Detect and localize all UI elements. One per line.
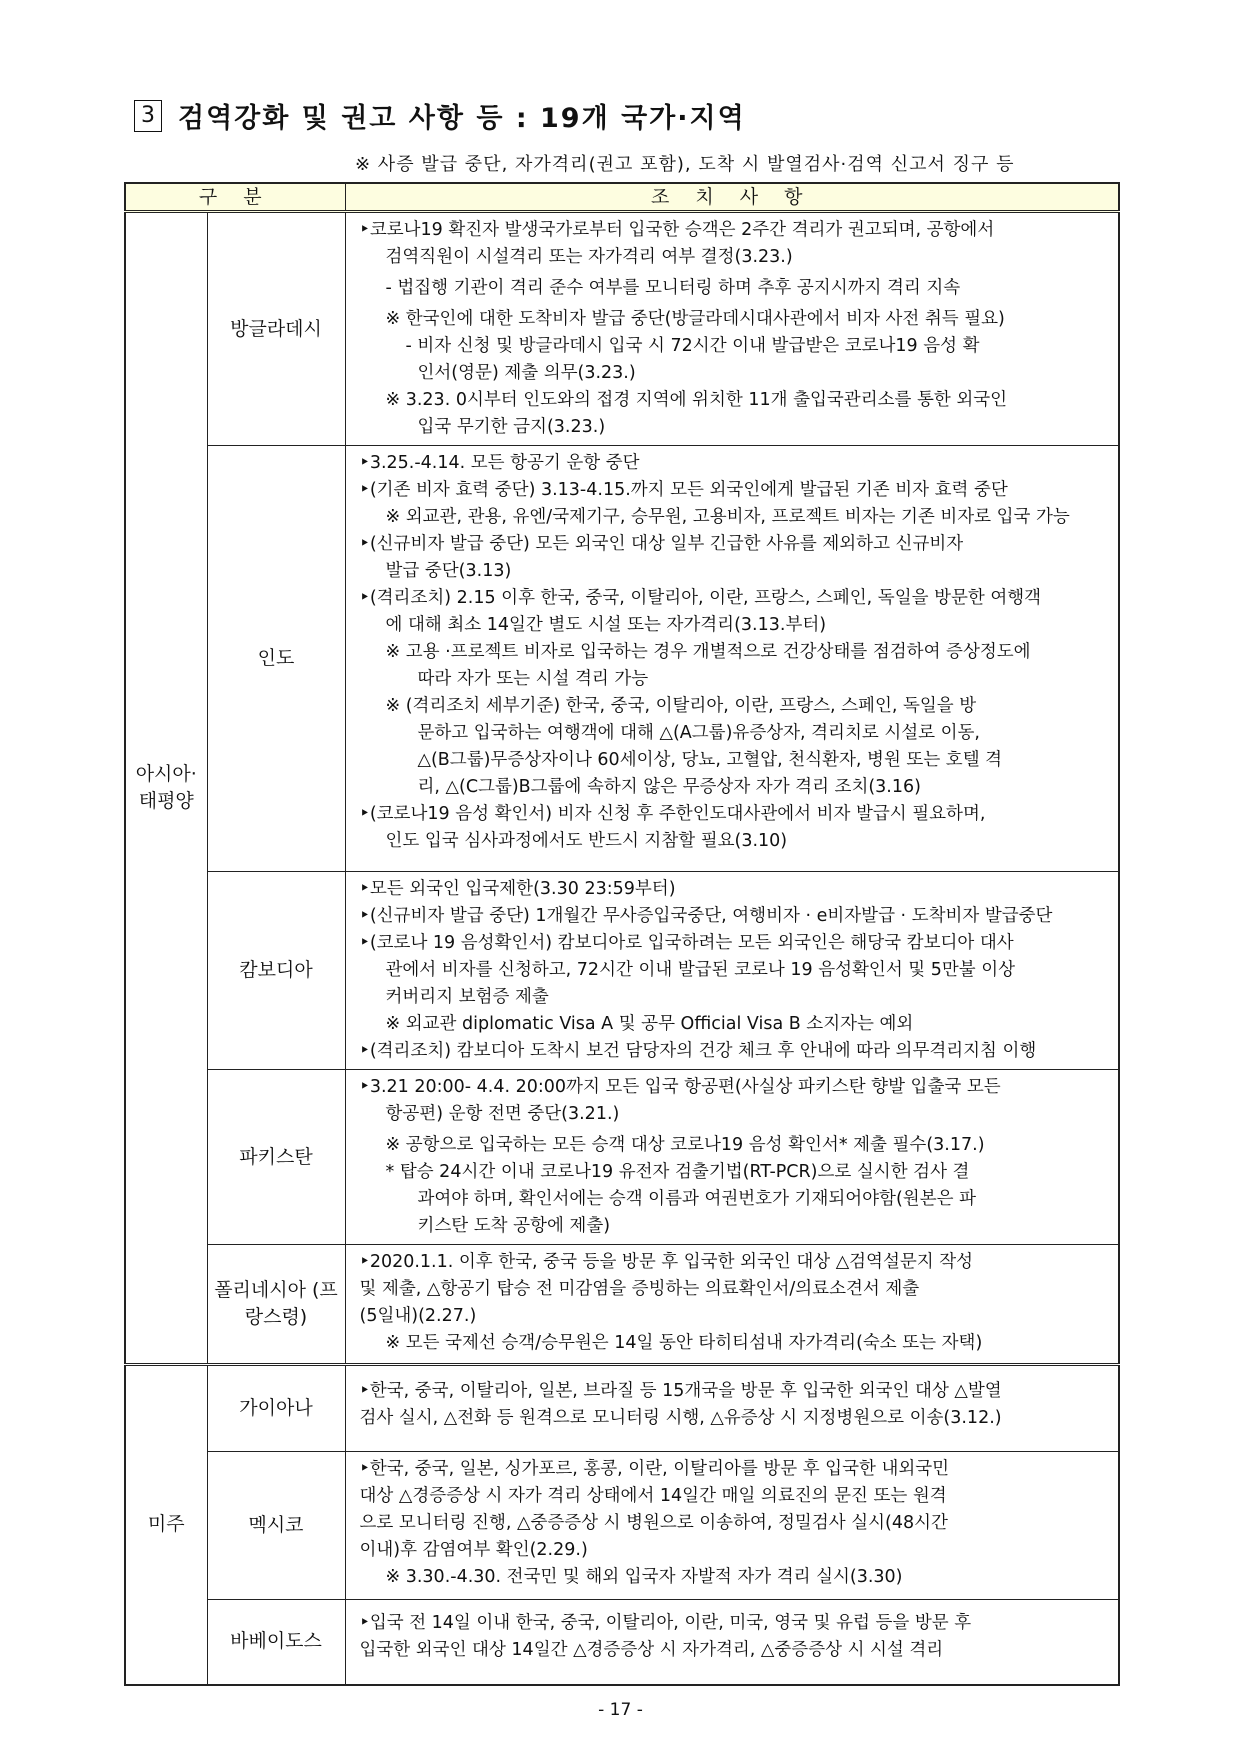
measures-mexico: [345, 1452, 1119, 1600]
header-measures: 조 치 사 항: [345, 183, 1119, 212]
measure-line: ※ 외교관, 관용, 유엔/국제기구, 승무원, 고용비자, 프로젝트 비자는 기존 비자로 입국 가능: [385, 507, 1070, 527]
measures-guyana: [345, 1365, 1119, 1452]
measure-line: ‣(코로나19 음성 확인서) 비자 신청 후 주한인도대사관에서 비자 발급시 필요하며,: [359, 804, 986, 824]
measure-line: 발급 중단(3.13): [385, 561, 512, 581]
country-polynesia: 폴리네시아 (프랑스령): [207, 1245, 345, 1365]
region-asia-pacific: 아시아· 태평양: [125, 212, 207, 1365]
measure-line: 인서(영문) 제출 의무(3.23.): [417, 363, 636, 383]
measure-line: ‣모든 외국인 입국제한(3.30 23:59부터): [359, 879, 676, 899]
measure-line: ‣코로나19 확진자 발생국가로부터 입국한 승객은 2주간 격리가 권고되며, 공항에서: [359, 220, 995, 240]
measure-line: ‣(신규비자 발급 중단) 모든 외국인 대상 일부 긴급한 사유를 제외하고 신규비자: [359, 534, 964, 554]
measures-polynesia: [345, 1245, 1119, 1365]
measure-line: 문하고 입국하는 여행객에 대해 △(A그룹)유증상자, 격리치로 시설로 이동,: [417, 723, 980, 743]
measure-line: 리, △(C그룹)B그룹에 속하지 않은 무증상자 자가 격리 조치(3.16): [417, 777, 921, 797]
country-guyana: 가이아나: [207, 1365, 345, 1452]
measure-line: ‣3.25.-4.14. 모든 항공기 운항 중단: [359, 453, 640, 473]
measure-line: 따라 자가 또는 시설 격리 가능: [417, 669, 649, 689]
measure-line: △(B그룹)무증상자이나 60세이상, 당뇨, 고혈압, 천식환자, 병원 또는 호텔 격: [417, 750, 1003, 770]
measure-line: 인도 입국 심사과정에서도 반드시 지참할 필요(3.10): [385, 831, 788, 851]
measure-line: 항공편) 운항 전면 중단(3.21.): [385, 1104, 620, 1124]
measure-line: 으로 모니터링 진행, △중증증상 시 병원으로 이송하여, 정밀검사 실시(48시간: [359, 1513, 948, 1533]
measures-pakistan: [345, 1070, 1119, 1245]
measure-line: - 비자 신청 및 방글라데시 입국 시 72시간 이내 발급받은 코로나19 음성 확: [405, 336, 980, 356]
country-barbados: 바베이도스: [207, 1600, 345, 1685]
measure-line: (5일내)(2.27.): [359, 1306, 477, 1326]
country-india: 인도: [207, 446, 345, 872]
measure-line: ※ 한국인에 대한 도착비자 발급 중단(방글라데시대사관에서 비자 사전 취득 필요): [385, 309, 1005, 329]
measure-line: 입국 무기한 금지(3.23.): [417, 417, 606, 437]
measure-line: ※ 외교관 diplomatic Visa A 및 공무 Official Visa B 소지자는 예외: [385, 1014, 914, 1034]
measure-line: ※ 고용 ·프로젝트 비자로 입국하는 경우 개별적으로 건강상태를 점검하여 증상정도에: [385, 642, 1031, 662]
country-mexico: 멕시코: [207, 1452, 345, 1600]
measures-bangladesh: [345, 212, 1119, 446]
country-cambodia: 캄보디아: [207, 872, 345, 1070]
measure-line: ※ 3.23. 0시부터 인도와의 접경 지역에 위치한 11개 출입국관리소를 통한 외국인: [385, 390, 1008, 410]
measure-line: 에 대해 최소 14일간 별도 시설 또는 자가격리(3.13.부터): [385, 615, 827, 635]
measure-line: 및 제출, △항공기 탑승 전 미감염을 증빙하는 의료확인서/의료소견서 제출: [359, 1279, 920, 1299]
measure-line: ‣(기존 비자 효력 중단) 3.13-4.15.까지 모든 외국인에게 발급된 기존 비자 효력 중단: [359, 480, 1008, 500]
measure-line: ‣3.21 20:00- 4.4. 20:00까지 모든 입국 항공편(사실상 파키스탄 향발 입출국 모든: [359, 1077, 1001, 1097]
section-title: [134, 96, 746, 135]
measure-line: ※ 공항으로 입국하는 모든 승객 대상 코로나19 음성 확인서* 제출 필수(3.17.): [385, 1135, 985, 1155]
measure-line: 대상 △경증증상 시 자가 격리 상태에서 14일간 매일 의료진의 문진 또는 원격: [359, 1486, 947, 1506]
measures-table: [124, 182, 1120, 1686]
country-pakistan: 파키스탄: [207, 1070, 345, 1245]
measure-line: ‣(신규비자 발급 중단) 1개월간 무사증입국중단, 여행비자 · e비자발급 · 도착비자 발급중단: [359, 906, 1053, 926]
measure-line: ※ 모든 국제선 승객/승무원은 14일 동안 타히티섬내 자가격리(숙소 또는 자택): [385, 1333, 983, 1353]
measure-line: 키스탄 도착 공항에 제출): [417, 1216, 611, 1236]
measure-line: 입국한 외국인 대상 14일간 △경증증상 시 자가격리, △중증증상 시 시설 격리: [359, 1640, 944, 1660]
measure-line: 검사 실시, △전화 등 원격으로 모니터링 시행, △유증상 시 지정병원으로 이송(3.12.): [359, 1408, 1002, 1428]
header-category: 구 분: [125, 183, 345, 212]
measure-line: - 법집행 기관이 격리 준수 여부를 모니터링 하며 추후 공지시까지 격리 지속: [385, 278, 961, 298]
measure-line: 커버리지 보험증 제출: [385, 987, 549, 1007]
measure-line: 검역직원이 시설격리 또는 자가격리 여부 결정(3.23.): [385, 247, 793, 267]
measure-line: ‣입국 전 14일 이내 한국, 중국, 이탈리아, 이란, 미국, 영국 및 유럽 등을 방문 후: [359, 1613, 972, 1633]
section-number: 3: [134, 100, 162, 132]
measure-line: ‣한국, 중국, 일본, 싱가포르, 홍콩, 이란, 이탈리아를 방문 후 입국한 내외국민: [359, 1459, 950, 1479]
measure-line: ‣한국, 중국, 이탈리아, 일본, 브라질 등 15개국을 방문 후 입국한 외국인 대상 △발열: [359, 1381, 1002, 1401]
section-title-text: 검역강화 및 권고 사항 등 : 19개 국가·지역: [178, 103, 746, 134]
measure-line: ‣2020.1.1. 이후 한국, 중국 등을 방문 후 입국한 외국인 대상 △검역설문지 작성: [359, 1252, 974, 1272]
measure-line: ‣(격리조치) 캄보디아 도착시 보건 담당자의 건강 체크 후 안내에 따라 의무격리지침 이행: [359, 1041, 1037, 1061]
measure-line: ※ 3.30.-4.30. 전국민 및 해외 입국자 자발적 자가 격리 실시(3.30): [385, 1567, 903, 1587]
measure-line: ‣(코로나 19 음성확인서) 캄보디아로 입국하려는 모든 외국인은 해당국 캄보디아 대사: [359, 933, 1014, 953]
country-bangladesh: 방글라데시: [207, 212, 345, 446]
measure-line: 과여야 하며, 확인서에는 승객 이름과 여권번호가 기재되어야함(원본은 파: [417, 1189, 976, 1209]
section-note: ※ 사증 발급 중단, 자가격리(권고 포함), 도착 시 발열검사·검역 신고서 징구 등: [355, 154, 1015, 175]
measures-barbados: [345, 1600, 1119, 1685]
measures-india: [345, 446, 1119, 872]
measures-cambodia: [345, 872, 1119, 1070]
region-americas: 미주: [125, 1365, 207, 1685]
measure-line: ‣(격리조치) 2.15 이후 한국, 중국, 이탈리아, 이란, 프랑스, 스페인, 독일을 방문한 여행객: [359, 588, 1042, 608]
page-number: - 17 -: [598, 1700, 643, 1720]
measure-line: 이내)후 감염여부 확인(2.29.): [359, 1540, 588, 1560]
measure-line: ※ (격리조치 세부기준) 한국, 중국, 이탈리아, 이란, 프랑스, 스페인, 독일을 방: [385, 696, 977, 716]
measure-line: * 탑승 24시간 이내 코로나19 유전자 검출기법(RT-PCR)으로 실시한 검사 결: [385, 1162, 970, 1182]
measure-line: 관에서 비자를 신청하고, 72시간 이내 발급된 코로나 19 음성확인서 및 5만불 이상: [385, 960, 1016, 980]
